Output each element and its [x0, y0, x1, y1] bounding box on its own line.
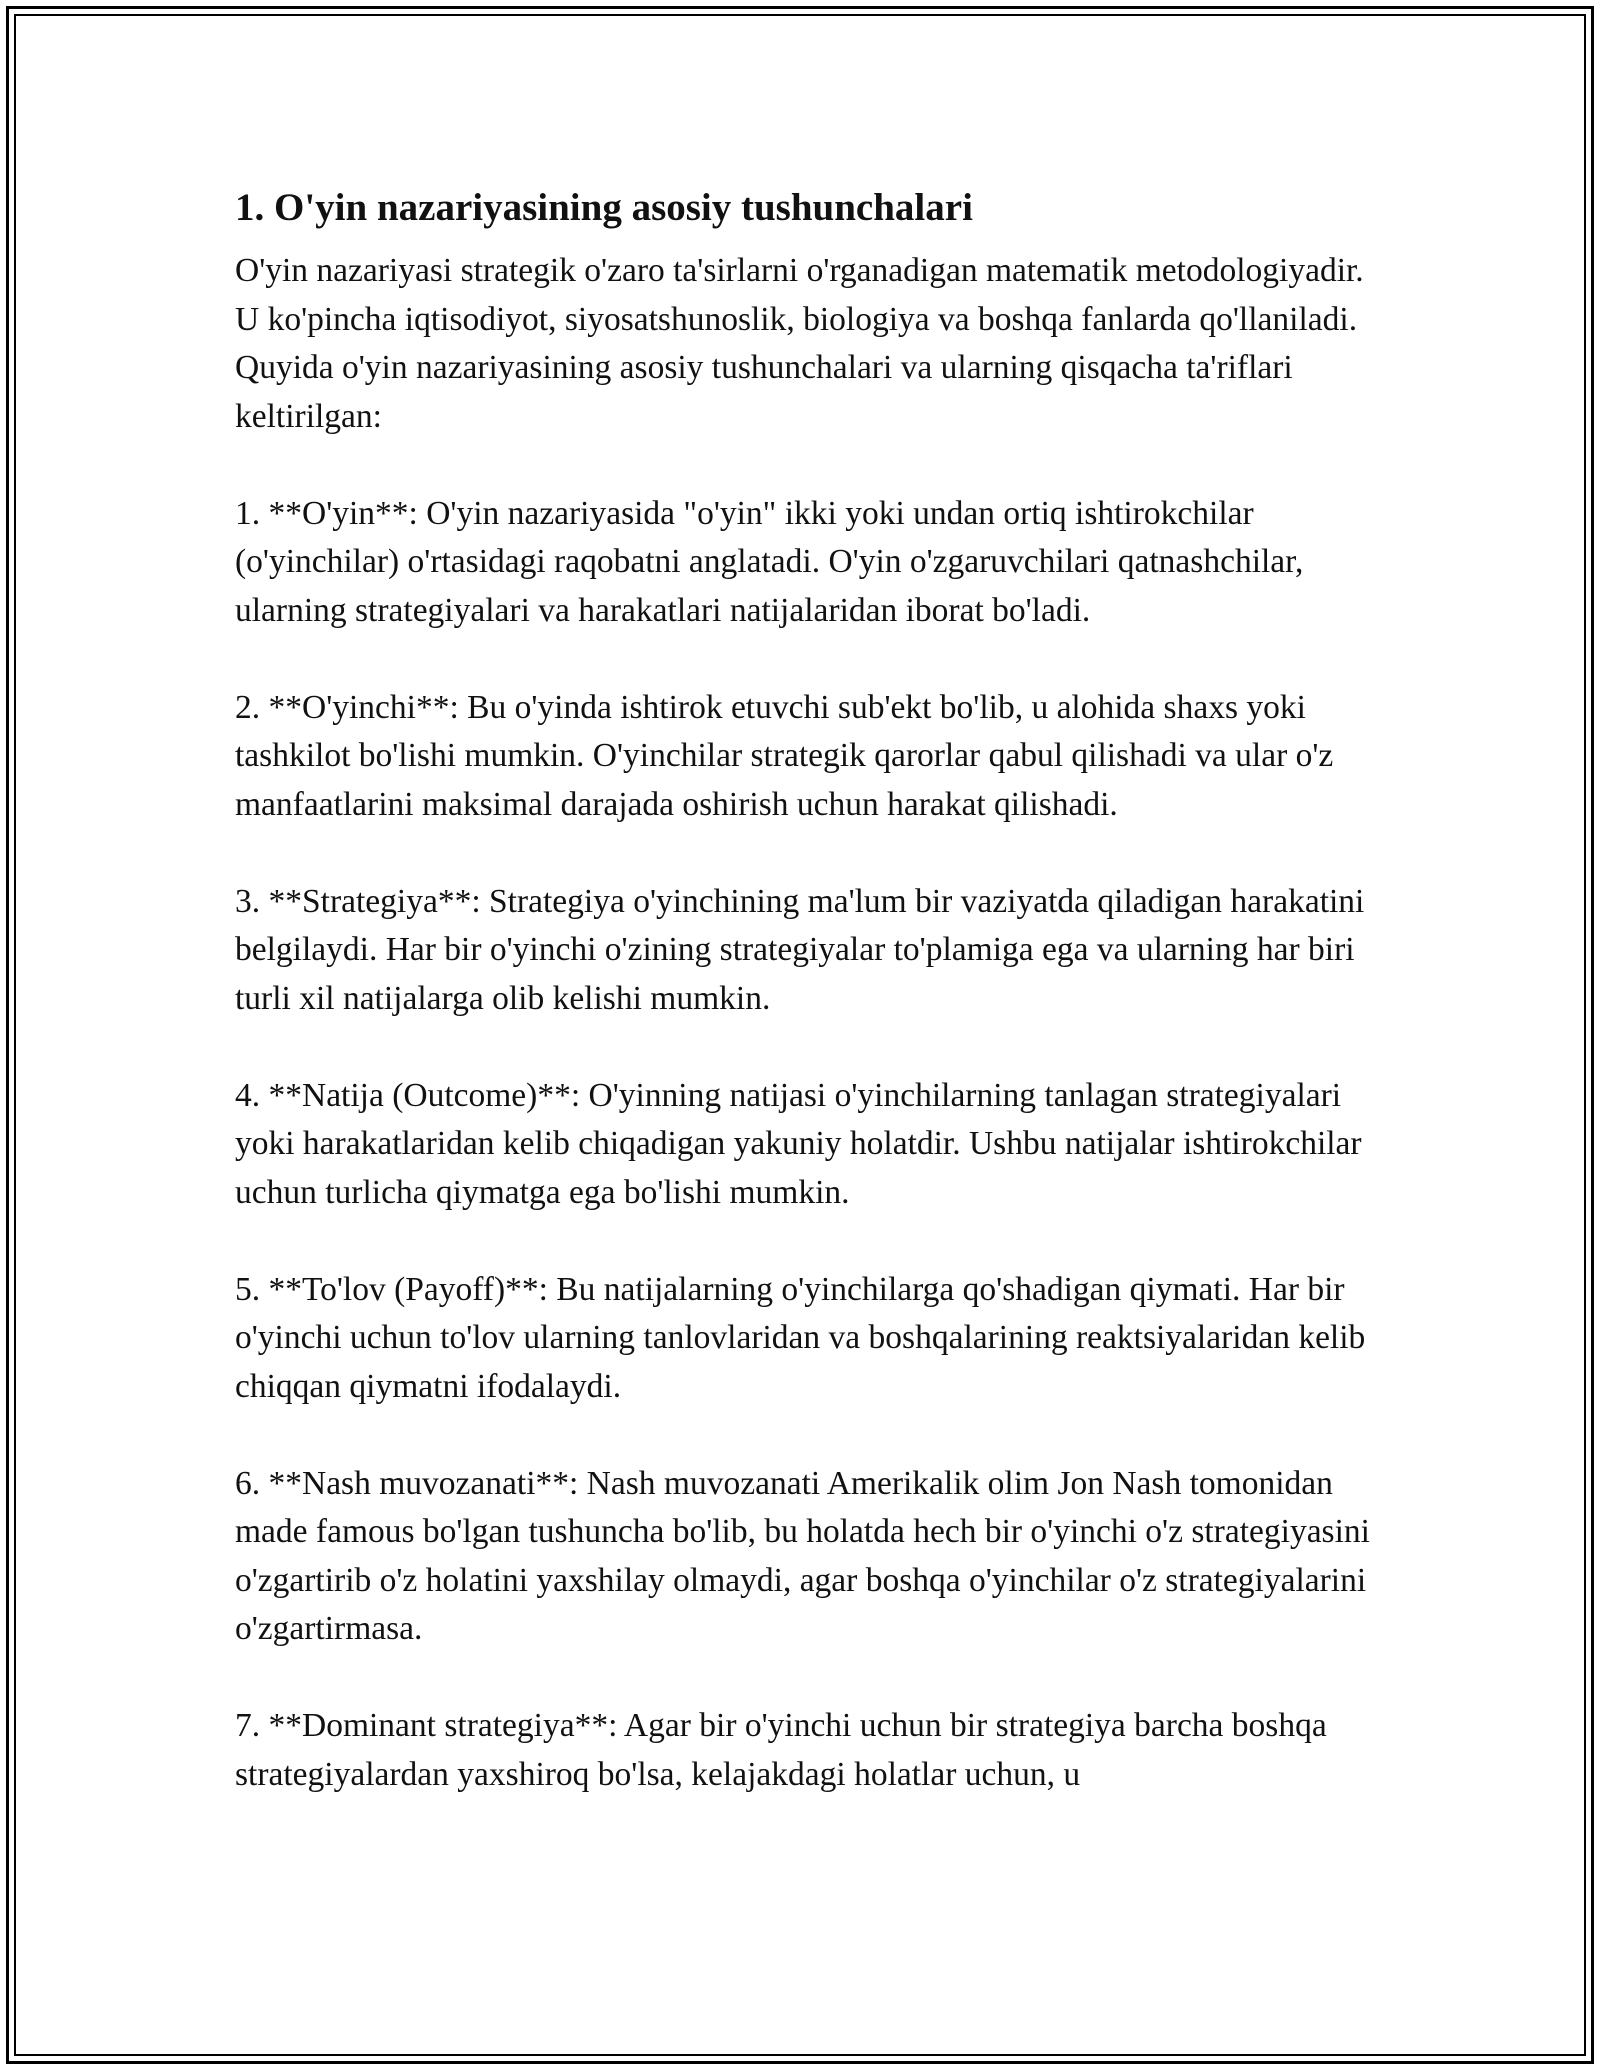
- list-item-strategiya: 3. **Strategiya**: Strategiya o'yinchining ma'lum bir vaziyatda qiladigan harakatini belgilaydi. Har bir o'yinchi o'zining strategiyalar to'plamiga ega va ularning har biri turli xil natijalarga olib kelishi mumkin.: [235, 882, 1365, 1017]
- list-item-oyin: 1. **O'yin**: O'yin nazariyasida "o'yin" ikki yoki undan ortiq ishtirokchilar (o'yinchilar) o'rtasidagi raqobatni anglatadi. O'yin o'zgaruvchilari qatnashchilar, ularning strategiyalari va harakatlari natijalaridan iborat bo'ladi.: [235, 494, 1304, 629]
- list-item-nash-muvozanati: 6. **Nash muvozanati**: Nash muvozanati Amerikalik olim Jon Nash tomonidan made famous bo'lgan tushuncha bo'lib, bu holatda hech bir o'yinchi o'z strategiyasini o'zgartirib o'z holatini yaxshilay olmaydi, agar boshqa o'yinchilar o'z strategiyalarini o'zgartirmasa.: [235, 1464, 1370, 1647]
- list-item-natija: 4. **Natija (Outcome)**: O'yinning natijasi o'yinchilarning tanlagan strategiyalari yoki harakatlaridan kelib chiqadigan yakuniy holatdir. Ushbu natijalar ishtirokchilar uchun turlicha qiymatga ega bo'lishi mumkin.: [235, 1076, 1362, 1211]
- page-title: 1. O'yin nazariyasining asosiy tushunchalari: [235, 186, 973, 229]
- document-page: [235, 180, 1385, 1799]
- list-item-tolov: 5. **To'lov (Payoff)**: Bu natijalarning o'yinchilarga qo'shadigan qiymati. Har bir o'yinchi uchun to'lov ularning tanlovlaridan va boshqalarining reaktsiyalaridan kelib chiqqan qiymatni ifodalaydi.: [235, 1270, 1366, 1405]
- list-item-dominant-strategiya: 7. **Dominant strategiya**: Agar bir o'yinchi uchun bir strategiya barcha boshqa strategiyalardan yaxshiroq bo'lsa, kelajakdagi holatlar uchun, u: [235, 1707, 1327, 1793]
- intro-paragraph: O'yin nazariyasi strategik o'zaro ta'sirlarni o'rganadigan matematik metodologiyadir. U ko'pincha iqtisodiyot, siyosatshunoslik, biologiya va boshqa fanlarda qo'llaniladi. Quyida o'yin nazariyasining asosiy tushunchalari va ularning qisqacha ta'riflari keltirilgan:: [235, 252, 1364, 435]
- list-item-oyinchi: 2. **O'yinchi**: Bu o'yinda ishtirok etuvchi sub'ekt bo'lib, u alohida shaxs yoki tashkilot bo'lishi mumkin. O'yinchilar strategik qarorlar qabul qilishadi va ular o'z manfaatlarini maksimal darajada oshirish uchun harakat qilishadi.: [235, 688, 1334, 823]
